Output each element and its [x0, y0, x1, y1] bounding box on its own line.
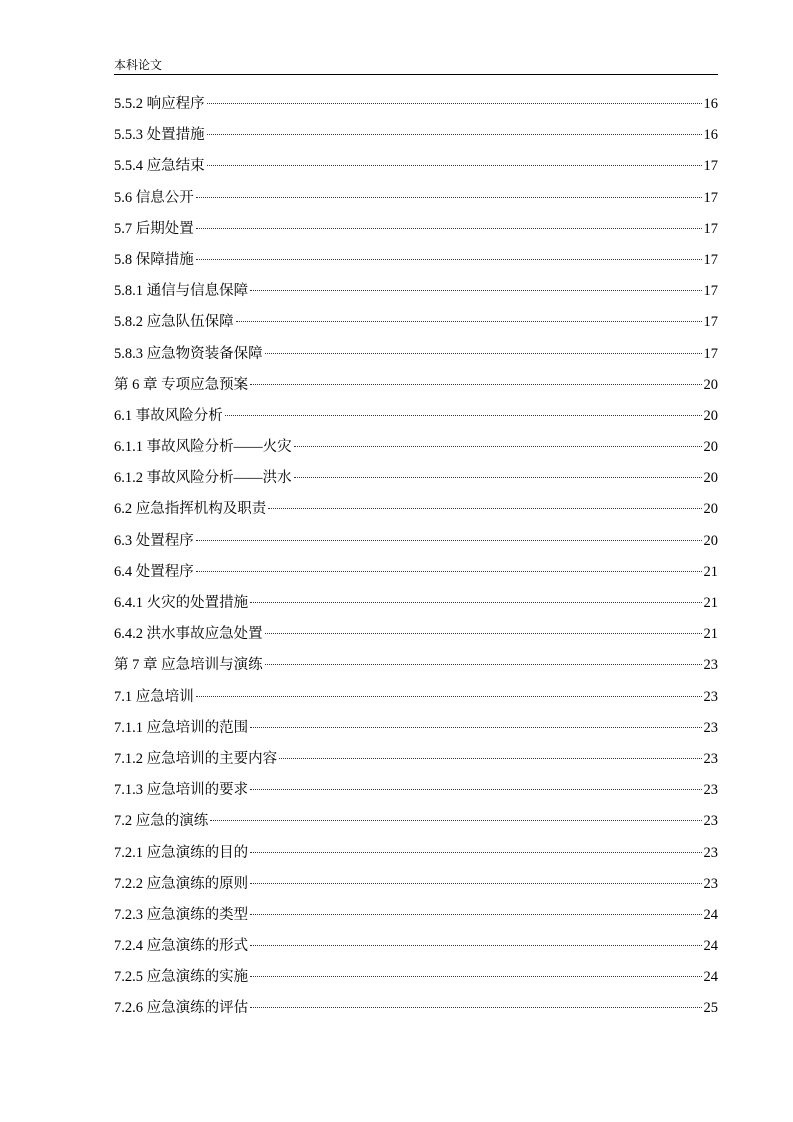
toc-entry-page-number: 21: [703, 563, 718, 580]
table-of-contents: [114, 89, 718, 1025]
toc-dot-leader: [250, 384, 701, 385]
toc-entry[interactable]: [114, 806, 718, 837]
toc-entry[interactable]: [114, 744, 718, 775]
toc-dot-leader: [250, 852, 701, 853]
toc-entry[interactable]: [114, 276, 718, 307]
toc-entry-page-number: 20: [703, 376, 718, 393]
toc-dot-leader: [265, 633, 702, 634]
toc-entry-label: 6.1 事故风险分析: [114, 407, 223, 424]
toc-entry-label: 7.1.1 应急培训的范围: [114, 719, 249, 736]
toc-dot-leader: [250, 976, 701, 977]
toc-entry[interactable]: [114, 775, 718, 806]
toc-entry-page-number: 23: [703, 719, 718, 736]
toc-entry-label: 7.2.5 应急演练的实施: [114, 969, 249, 986]
toc-entry[interactable]: [114, 619, 718, 650]
toc-entry-page-number: 20: [703, 470, 718, 487]
toc-dot-leader: [196, 540, 702, 541]
toc-entry[interactable]: [114, 931, 718, 962]
toc-dot-leader: [207, 134, 702, 135]
toc-dot-leader: [196, 197, 702, 198]
toc-entry[interactable]: [114, 401, 718, 432]
toc-entry-label: 7.2.2 应急演练的原则: [114, 875, 249, 892]
toc-entry[interactable]: [114, 494, 718, 525]
toc-entry[interactable]: [114, 151, 718, 182]
toc-entry-page-number: 24: [703, 938, 718, 955]
toc-entry[interactable]: [114, 838, 718, 869]
toc-entry-label: 6.4 处置程序: [114, 563, 194, 580]
toc-entry[interactable]: [114, 900, 718, 931]
toc-dot-leader: [265, 664, 702, 665]
toc-dot-leader: [250, 883, 701, 884]
toc-entry[interactable]: [114, 869, 718, 900]
toc-dot-leader: [225, 415, 702, 416]
toc-entry-label: 5.8.1 通信与信息保障: [114, 283, 249, 300]
toc-entry-page-number: 23: [703, 688, 718, 705]
toc-entry-page-number: 20: [703, 501, 718, 518]
toc-entry[interactable]: [114, 183, 718, 214]
toc-dot-leader: [250, 727, 701, 728]
toc-entry-label: 7.1 应急培训: [114, 688, 194, 705]
toc-entry-page-number: 17: [703, 158, 718, 175]
toc-entry-label: 6.1.1 事故风险分析——火灾: [114, 439, 292, 456]
toc-entry-page-number: 23: [703, 657, 718, 674]
toc-entry-page-number: 21: [703, 626, 718, 643]
toc-entry[interactable]: [114, 650, 718, 681]
toc-dot-leader: [250, 290, 701, 291]
toc-entry[interactable]: [114, 588, 718, 619]
toc-entry-label: 6.2 应急指挥机构及职责: [114, 501, 267, 518]
toc-entry-page-number: 20: [703, 407, 718, 424]
toc-entry-label: 5.5.2 响应程序: [114, 96, 205, 112]
toc-dot-leader: [250, 914, 701, 915]
toc-entry-label: 5.5.4 应急结束: [114, 158, 205, 175]
toc-entry-page-number: 23: [703, 750, 718, 767]
toc-entry-label: 6.4.1 火灾的处置措施: [114, 595, 249, 611]
header-title: 本科论文: [114, 58, 163, 72]
toc-dot-leader: [250, 945, 701, 946]
toc-entry-label: 7.2.4 应急演练的形式: [114, 938, 249, 955]
toc-entry-page-number: 23: [703, 813, 718, 830]
toc-entry[interactable]: [114, 339, 718, 370]
toc-dot-leader: [196, 571, 702, 572]
toc-entry-page-number: 17: [703, 220, 718, 237]
toc-entry[interactable]: [114, 463, 718, 494]
toc-entry-label: 7.2.3 应急演练的类型: [114, 906, 249, 923]
toc-dot-leader: [196, 228, 702, 229]
toc-dot-leader: [210, 820, 701, 821]
toc-dot-leader: [207, 103, 702, 104]
page-header: [114, 58, 718, 75]
toc-dot-leader: [207, 165, 702, 166]
toc-entry-label: 第 7 章 应急培训与演练: [114, 657, 263, 674]
toc-entry-label: 7.2.1 应急演练的目的: [114, 844, 249, 861]
toc-entry-label: 5.6 信息公开: [114, 189, 194, 206]
toc-entry[interactable]: [114, 432, 718, 463]
toc-entry-label: 7.1.2 应急培训的主要内容: [114, 750, 278, 767]
toc-entry-page-number: 24: [703, 906, 718, 923]
toc-entry[interactable]: [114, 120, 718, 151]
toc-dot-leader: [268, 508, 701, 509]
toc-entry-label: 5.8.3 应急物资装备保障: [114, 345, 263, 362]
toc-entry-label: 6.1.2 事故风险分析——洪水: [114, 470, 292, 487]
toc-entry[interactable]: [114, 245, 718, 276]
toc-dot-leader: [236, 321, 702, 322]
toc-dot-leader: [196, 259, 702, 260]
toc-dot-leader: [279, 758, 701, 759]
toc-entry-page-number: 25: [703, 1000, 718, 1017]
toc-dot-leader: [265, 353, 702, 354]
toc-dot-leader: [250, 789, 701, 790]
toc-entry-page-number: 23: [703, 875, 718, 892]
toc-entry[interactable]: [114, 713, 718, 744]
toc-entry-page-number: 23: [703, 782, 718, 799]
toc-entry-label: 5.7 后期处置: [114, 220, 194, 237]
toc-entry[interactable]: [114, 993, 718, 1024]
toc-entry-page-number: 20: [703, 532, 718, 549]
toc-entry[interactable]: [114, 89, 718, 120]
toc-entry-label: 6.3 处置程序: [114, 532, 194, 549]
toc-entry[interactable]: [114, 214, 718, 245]
toc-dot-leader: [294, 446, 702, 447]
toc-dot-leader: [196, 696, 702, 697]
toc-entry-label: 5.5.3 处置措施: [114, 127, 205, 144]
toc-entry-label: 7.2.6 应急演练的评估: [114, 1000, 249, 1017]
toc-entry-page-number: 17: [703, 251, 718, 268]
toc-entry-label: 7.2 应急的演练: [114, 813, 209, 830]
toc-entry-label: 5.8.2 应急队伍保障: [114, 314, 234, 331]
toc-entry[interactable]: [114, 307, 718, 338]
toc-dot-leader: [250, 1007, 701, 1008]
toc-entry-page-number: 16: [703, 127, 718, 144]
toc-entry-label: 第 6 章 专项应急预案: [114, 376, 249, 393]
toc-dot-leader: [250, 602, 701, 603]
toc-entry-page-number: 23: [703, 844, 718, 861]
toc-entry-page-number: 20: [703, 439, 718, 456]
toc-entry-page-number: 17: [703, 189, 718, 206]
toc-entry-page-number: 16: [703, 96, 718, 112]
toc-entry-page-number: 17: [703, 283, 718, 300]
toc-entry-label: 5.8 保障措施: [114, 251, 194, 268]
toc-entry[interactable]: [114, 962, 718, 993]
toc-entry-label: 6.4.2 洪水事故应急处置: [114, 626, 263, 643]
toc-dot-leader: [294, 477, 702, 478]
toc-entry-page-number: 21: [703, 595, 718, 611]
toc-entry[interactable]: [114, 370, 718, 401]
toc-entry[interactable]: [114, 682, 718, 713]
toc-entry[interactable]: [114, 526, 718, 557]
toc-entry-label: 7.1.3 应急培训的要求: [114, 782, 249, 799]
toc-entry[interactable]: [114, 557, 718, 588]
toc-entry-page-number: 17: [703, 314, 718, 331]
toc-entry-page-number: 24: [703, 969, 718, 986]
toc-entry-page-number: 17: [703, 345, 718, 362]
